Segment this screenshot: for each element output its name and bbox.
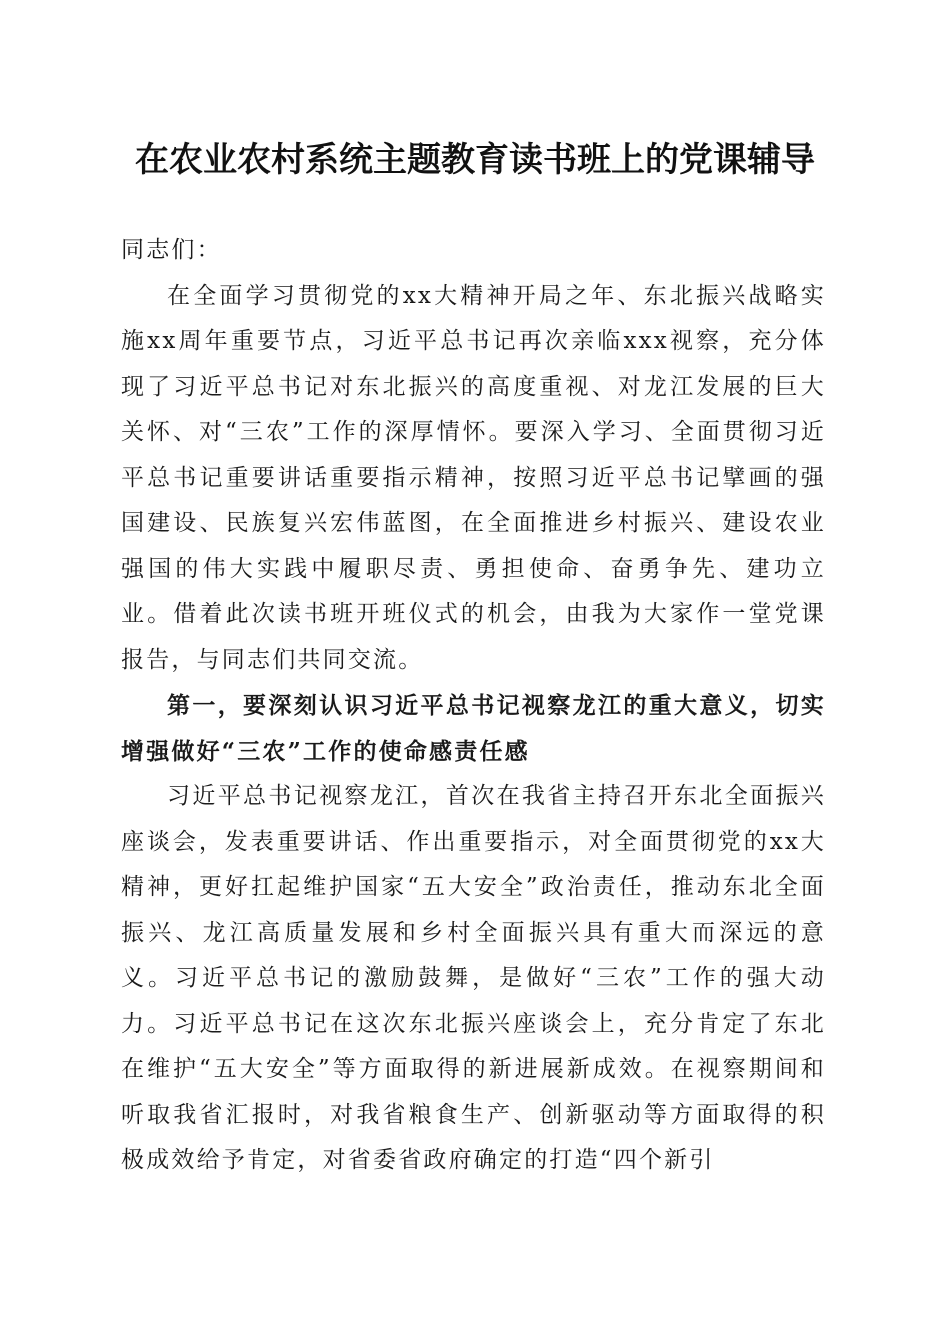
paragraph-intro: 在全面学习贯彻党的xx大精神开局之年、东北振兴战略实施xx周年重要节点，习近平总书记再次亲临xxx视察，充分体现了习近平总书记对东北振兴的高度重视、对龙江发展的巨大关怀、对“三农”工作的深厚情怀。要深入学习、全面贯彻习近平总书记重要讲话重要指示精神，按照习近平总书记擘画的强国建设、民族复兴宏伟蓝图，在全面推进乡村振兴、建设农业强国的伟大实践中履职尽责、勇担使命、奋勇争先、建功立业。借着此次读书班开班仪式的机会，由我为大家作一堂党课报告，与同志们共同交流。 (121, 282, 826, 673)
section-heading-first: 第一，要深刻认识习近平总书记视察龙江的重大意义，切实增强做好“三农”工作的使命感责任感 (121, 692, 826, 765)
document-body (121, 228, 826, 1184)
salutation: 同志们： (121, 237, 222, 263)
paragraph-section-one: 习近平总书记视察龙江，首次在我省主持召开东北全面振兴座谈会，发表重要讲话、作出重要指示，对全面贯彻党的xx大精神，更好扛起维护国家“五大安全”政治责任，推动东北全面振兴、龙江高质量发展和乡村全面振兴具有重大而深远的意义。习近平总书记的激励鼓舞，是做好“三农”工作的强大动力。习近平总书记在这次东北振兴座谈会上，充分肯定了东北在维护“五大安全”等方面取得的新进展新成效。在视察期间和听取我省汇报时，对我省粮食生产、创新驱动等方面取得的积极成效给予肯定，对省委省政府确定的打造“四个新引 (121, 783, 826, 1173)
document-title: 在农业农村系统主题教育读书班上的党课辅导 (135, 140, 815, 180)
